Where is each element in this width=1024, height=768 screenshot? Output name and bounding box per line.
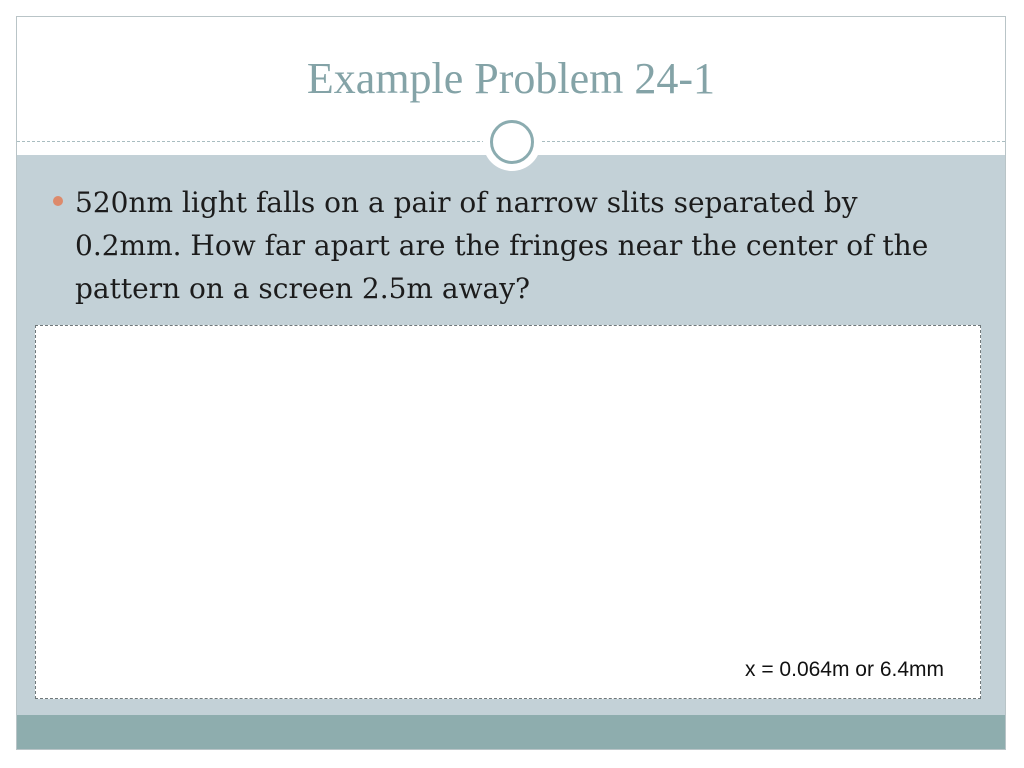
circle-ornament-icon [483,113,541,171]
bullet-dot-icon [53,196,63,206]
slide-title: Example Problem 24-1 [306,54,716,103]
answer-box [35,325,981,699]
bullet-text: 520nm light falls on a pair of narrow slits separated by 0.2mm. How far apart are the fringes near the center of the pattern on a screen 2.5m away? [75,186,929,305]
bullet-item [53,181,953,310]
circle-ring-icon [490,120,534,164]
slide [16,16,1006,750]
answer-text: x = 0.064m or 6.4mm [745,658,944,681]
footer-band [17,715,1005,750]
content-area [17,155,1005,715]
